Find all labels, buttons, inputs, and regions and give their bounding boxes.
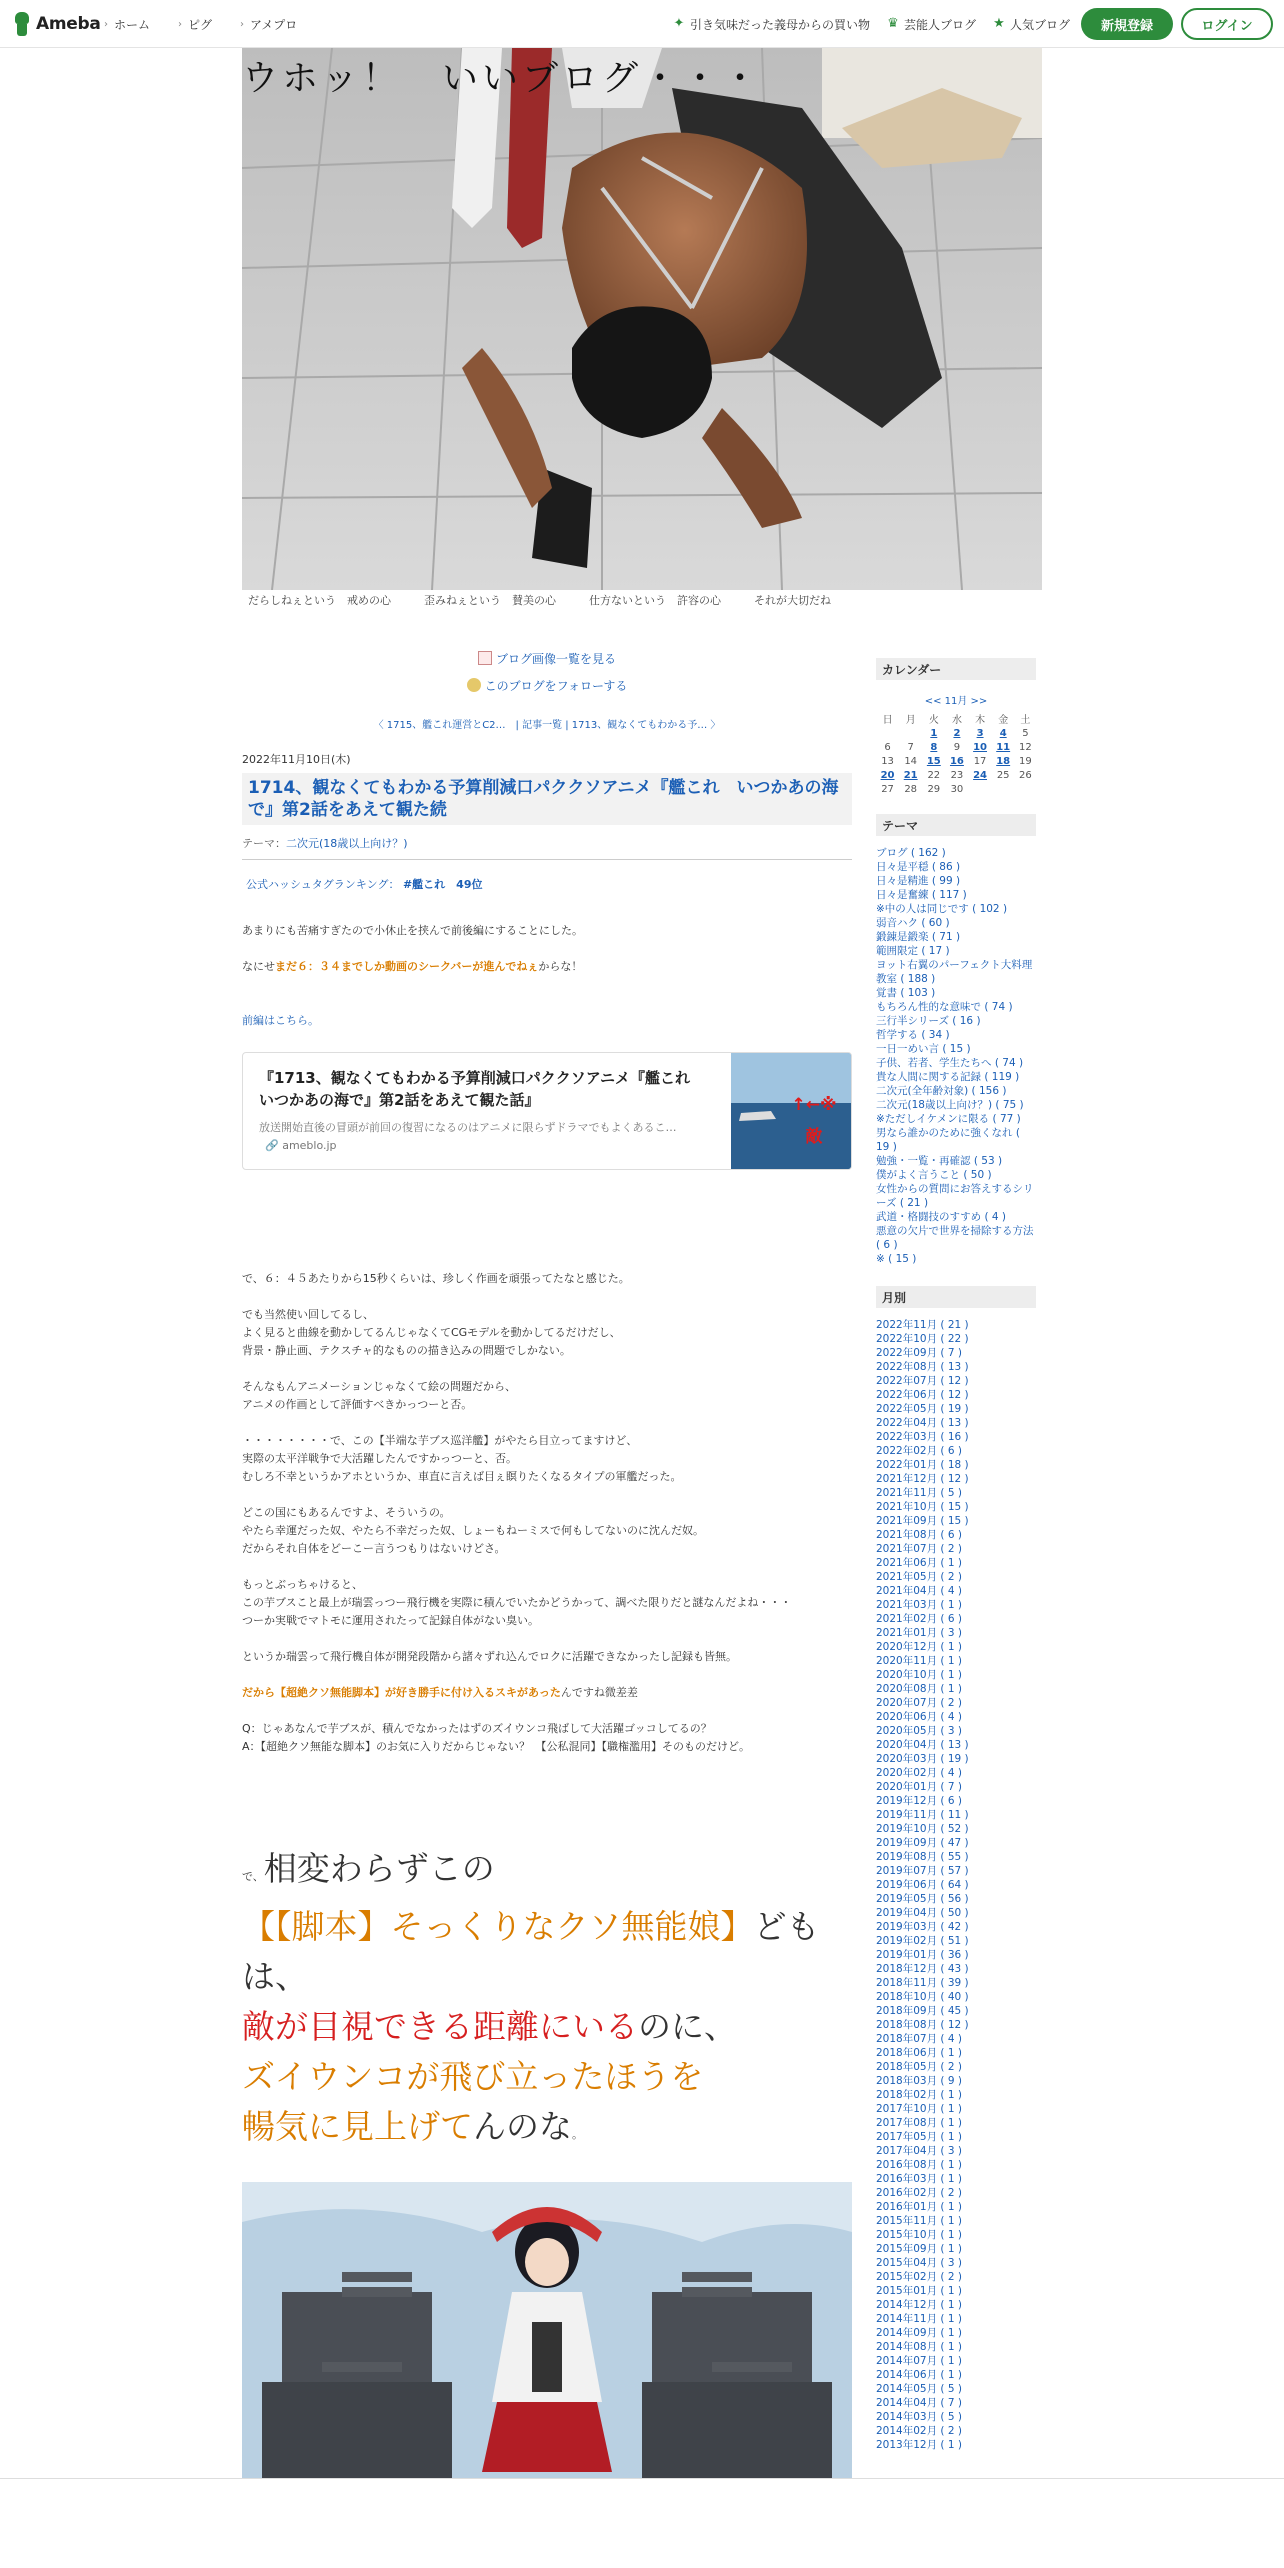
- calendar-nav[interactable]: << 11月 >>: [924, 696, 988, 707]
- image-icon: [478, 651, 492, 665]
- nav-amepro-label: アメプロ: [250, 17, 298, 32]
- month-archive-link[interactable]: 2019年07月 ( 57 ): [876, 1865, 969, 1877]
- month-archive-link[interactable]: 2021年11月 ( 5 ): [876, 1487, 962, 1499]
- month-archive-link[interactable]: 2021年01月 ( 3 ): [876, 1627, 962, 1639]
- calendar-day[interactable]: 24: [973, 769, 988, 781]
- calendar-day: [992, 782, 1015, 796]
- logo-text: Ameba: [36, 14, 101, 34]
- ameba-mark-icon: [12, 12, 32, 36]
- paragraph-6: ・・・・・・・・で、この【半端な芋ブス巡洋艦】がやたら目立ってますけど、 実際の太平洋戦争で大活躍したんですかっつーと、否。 むしろ不幸というかアホというか、車直に言えば目ぇ瞑りたくなるタイプの軍艦だった。: [242, 1434, 682, 1483]
- month-archive-link[interactable]: 2021年07月 ( 2 ): [876, 1543, 962, 1555]
- month-archive-link[interactable]: 2020年04月 ( 13 ): [876, 1739, 969, 1751]
- link-card-wrap: [242, 1052, 852, 1170]
- big-4: は、: [242, 1957, 308, 1996]
- theme-link[interactable]: 日々是平穏 ( 86 ): [876, 861, 961, 873]
- paragraph-7: どこの国にもあるんですよ、そういうの。 やたら幸運だった奴、やたら不幸だった奴、しょーもねーミスで何もしてないのに沈んだ奴。 だからそれ自体をどーこー言うつもりはないけどさ。: [242, 1506, 704, 1555]
- nav-home-label: ホーム: [114, 17, 151, 32]
- month-archive-link[interactable]: 2020年12月 ( 1 ): [876, 1641, 962, 1653]
- calendar-day: 17: [973, 755, 987, 767]
- calendar-day[interactable]: 4: [999, 727, 1007, 739]
- paragraph-8: もっとぶっちゃけると、 この芋ブスこと最上が瑞雲っつー飛行機を実際に積んでいたかどうかって、調べた限りだと謎なんだよね・・・ つーか実戦でマトモに運用されたって記録自体がない臭い。: [242, 1578, 792, 1627]
- month-archive-link[interactable]: 2018年11月 ( 39 ): [876, 1977, 969, 1989]
- link-card[interactable]: [242, 1052, 852, 1170]
- paragraph-5: そんなもんアニメーションじゃなくて絵の問題だから、 アニメの作画として評価すべきかっつーと否。: [242, 1380, 517, 1411]
- month-archive-link[interactable]: 2020年07月 ( 2 ): [876, 1697, 962, 1709]
- calendar-day[interactable]: 1: [930, 727, 938, 739]
- month-archive-link[interactable]: 2015年02月 ( 2 ): [876, 2271, 962, 2283]
- month-archive-link[interactable]: 2015年10月 ( 1 ): [876, 2229, 962, 2241]
- trending-link[interactable]: [672, 16, 870, 33]
- big-3: ども: [753, 1907, 820, 1946]
- theme-link[interactable]: ※ ( 15 ): [876, 1253, 917, 1265]
- chevron-right-icon: ›: [240, 18, 245, 30]
- big-6: のに、: [638, 2007, 737, 2046]
- month-archive-link[interactable]: 2016年02月 ( 2 ): [876, 2187, 962, 2199]
- calendar-day: 29: [927, 783, 941, 795]
- card-description: 放送開始直後の冒頭が前回の復習になるのはアニメに限らずドラマでもよくあるこ…: [259, 1121, 677, 1134]
- month-archive-link[interactable]: 2020年02月 ( 4 ): [876, 1767, 962, 1779]
- card-source-label: ameblo.jp: [282, 1139, 337, 1152]
- calendar-day[interactable]: 3: [976, 727, 984, 739]
- calendar-heading: カレンダー: [876, 658, 1036, 680]
- blog-tagline: だらしねぇという 戒めの心 歪みねぇという 賛美の心 仕方ないという 許容の心 それが大切だね: [248, 594, 831, 607]
- theme-label: テーマ：: [242, 837, 286, 850]
- month-archive-link[interactable]: 2021年04月 ( 4 ): [876, 1585, 962, 1597]
- month-archive-link[interactable]: 2019年03月 ( 42 ): [876, 1921, 969, 1933]
- theme-heading: テーマ: [876, 814, 1036, 836]
- month-archive-link[interactable]: 2015年09月 ( 1 ): [876, 2243, 962, 2255]
- p2-c: からな！: [538, 960, 583, 973]
- theme-link[interactable]: 勉強・一覧・再確認 ( 53 ): [876, 1155, 1003, 1167]
- p10-a: だから【超絶クソ無能脚本】が好き勝手に付け入るスキがあった: [242, 1686, 561, 1699]
- month-archive-link[interactable]: 2014年08月 ( 1 ): [876, 2341, 962, 2353]
- p2-a: なにせ: [242, 960, 275, 973]
- calendar-day: 26: [1019, 769, 1032, 781]
- calendar-day: 28: [904, 783, 918, 795]
- emphasis-block: [242, 1844, 852, 2160]
- popular-blog-label: 人気ブログ: [1009, 17, 1070, 32]
- month-archive-link[interactable]: 2020年06月 ( 4 ): [876, 1711, 962, 1723]
- month-archive-link[interactable]: 2017年10月 ( 1 ): [876, 2103, 962, 2115]
- calendar-day: 23: [950, 769, 964, 781]
- month-archive-link[interactable]: 2015年11月 ( 1 ): [876, 2215, 962, 2227]
- calendar-day: [969, 782, 992, 796]
- month-archive-link[interactable]: 2018年02月 ( 1 ): [876, 2089, 962, 2101]
- calendar-day[interactable]: 11: [996, 741, 1011, 753]
- paragraph-10: [242, 1684, 852, 1702]
- monthly-heading: 月別: [876, 1286, 1036, 1308]
- month-archive-link[interactable]: 2022年05月 ( 19 ): [876, 1403, 969, 1415]
- sparkle-icon: ✦: [673, 16, 685, 31]
- month-archive-link[interactable]: 2019年10月 ( 52 ): [876, 1823, 969, 1835]
- month-archive-link[interactable]: 2021年03月 ( 1 ): [876, 1599, 962, 1611]
- theme-link[interactable]: 二次元(18歳以上向け？): [286, 837, 408, 850]
- month-archive-link[interactable]: 2014年03月 ( 5 ): [876, 2411, 962, 2423]
- month-archive-link[interactable]: 2019年02月 ( 51 ): [876, 1935, 969, 1947]
- theme-link[interactable]: 覚書 ( 103 ): [876, 987, 936, 999]
- theme-link[interactable]: 三行半シリーズ ( 16 ): [876, 1015, 981, 1027]
- calendar-day: 9: [953, 741, 961, 753]
- calendar-day[interactable]: 10: [973, 741, 988, 753]
- ameba-logo[interactable]: [12, 11, 101, 37]
- month-archive-link[interactable]: 2021年05月 ( 2 ): [876, 1571, 962, 1583]
- month-archive-link[interactable]: 2022年03月 ( 16 ): [876, 1431, 969, 1443]
- trending-link-label: 引き気味だった義母からの買い物: [689, 17, 870, 32]
- theme-link[interactable]: 子供、若者、学生たちへ ( 74 ): [876, 1057, 1024, 1069]
- big-5: 敵が目視できる距離にいる: [242, 2007, 638, 2046]
- month-archive-link[interactable]: 2021年12月 ( 12 ): [876, 1473, 969, 1485]
- month-archive-link[interactable]: 2019年09月 ( 47 ): [876, 1837, 969, 1849]
- prev-part-link[interactable]: 前編はこちら。: [242, 1014, 319, 1027]
- link-icon: 🔗: [265, 1139, 279, 1152]
- theme-link[interactable]: 武道・格闘技のすすめ ( 4 ): [876, 1211, 1006, 1223]
- month-archive-link[interactable]: 2020年10月 ( 1 ): [876, 1669, 962, 1681]
- p2-b: まだ６：３４までしか動画のシークバーが進んでねぇ: [275, 960, 539, 973]
- paragraph-3: で、６：４５あたりから15秒くらいは、珍しく作画を頑張ってたなと感じた。: [242, 1272, 630, 1285]
- entry-pager[interactable]: 〈 1715、艦これ運営とC2… | 記事一覧 | 1713、観なくてもわかる予… 〉: [373, 720, 721, 731]
- theme-link[interactable]: 貴な人間に関する記録 ( 119 ): [876, 1071, 1020, 1083]
- calendar-day: 7: [907, 741, 914, 753]
- anime-screenshot[interactable]: [242, 2182, 852, 2494]
- month-archive-link[interactable]: 2021年06月 ( 1 ): [876, 1557, 962, 1569]
- chevron-right-icon: ›: [104, 18, 108, 30]
- theme-link[interactable]: 二次元(全年齢対象) ( 156 ): [876, 1085, 1007, 1097]
- month-archive-link[interactable]: 2017年05月 ( 1 ): [876, 2131, 962, 2143]
- card-thumbnail-overlay: ↑←※ 敵: [791, 1095, 837, 1147]
- calendar-table: [876, 711, 1036, 796]
- month-archive-link[interactable]: 2018年10月 ( 40 ): [876, 1991, 969, 2003]
- month-archive-link[interactable]: 2019年06月 ( 64 ): [876, 1879, 969, 1891]
- month-archive-link[interactable]: 2020年08月 ( 1 ): [876, 1683, 962, 1695]
- month-archive-link[interactable]: 2013年12月 ( 1 ): [876, 2439, 962, 2451]
- p10-b: んですね微差差: [560, 1686, 638, 1699]
- main-column: [242, 650, 852, 2494]
- big-8: 暢気に見上げて: [242, 2107, 473, 2146]
- calendar-week: [876, 740, 1036, 754]
- month-archive-link[interactable]: 2015年01月 ( 1 ): [876, 2285, 962, 2297]
- big-small: で、: [242, 1870, 264, 1883]
- month-archive-link[interactable]: 2019年05月 ( 56 ): [876, 1893, 969, 1905]
- big-1: 相変わらずこの: [263, 1849, 495, 1888]
- calendar-day[interactable]: 15: [926, 755, 941, 767]
- calendar-weekday: 火: [928, 715, 939, 726]
- calendar-day: [876, 726, 899, 740]
- calendar-day[interactable]: 16: [949, 755, 964, 767]
- card-title: 『1713、観なくてもわかる予算削減口パククソアニメ『艦これ いつかあの海で』第2話をあえて観た話』: [259, 1069, 706, 1109]
- calendar-day: [899, 726, 922, 740]
- card-thumbnail: [731, 1053, 851, 1170]
- month-archive-link[interactable]: 2014年02月 ( 2 ): [876, 2425, 962, 2437]
- hashtag-ranking: [242, 876, 852, 892]
- bottom-bar: [0, 2478, 1284, 2568]
- theme-link[interactable]: 弱音ハク ( 60 ): [876, 917, 950, 929]
- big-10: 。: [572, 2128, 583, 2141]
- theme-link[interactable]: 女性からの質問にお答えするシリーズ ( 21 ): [876, 1183, 1034, 1209]
- calendar-day: 5: [1022, 727, 1029, 739]
- image-list-label: ブログ画像一覧を見る: [495, 652, 616, 666]
- month-archive-link[interactable]: 2022年01月 ( 18 ): [876, 1459, 969, 1471]
- card-source: [265, 1139, 337, 1152]
- calendar-day[interactable]: 20: [880, 769, 895, 781]
- month-archive-link[interactable]: 2022年02月 ( 6 ): [876, 1445, 962, 1457]
- entry-date: 2022年11月10日(木): [242, 753, 351, 766]
- calendar-day: 19: [1019, 755, 1032, 767]
- month-archive-link[interactable]: 2021年09月 ( 15 ): [876, 1515, 969, 1527]
- theme-link[interactable]: 僕がよく言うこと ( 50 ): [876, 1169, 992, 1181]
- celebrity-blog-label: 芸能人ブログ: [903, 17, 976, 32]
- calendar-day: 12: [1019, 741, 1032, 753]
- month-archive-link[interactable]: 2016年08月 ( 1 ): [876, 2159, 962, 2171]
- calendar-day[interactable]: 18: [996, 755, 1011, 767]
- month-archive-link[interactable]: 2014年06月 ( 1 ): [876, 2369, 962, 2381]
- month-archive-link[interactable]: 2019年12月 ( 6 ): [876, 1795, 962, 1807]
- calendar-day: 22: [927, 769, 941, 781]
- popular-blog-link[interactable]: [992, 16, 1070, 33]
- calendar-day: 13: [881, 755, 894, 767]
- month-archive-link[interactable]: 2019年08月 ( 55 ): [876, 1851, 969, 1863]
- calendar-week: [876, 726, 1036, 740]
- theme-link[interactable]: ※ただしイケメンに限る ( 77 ): [876, 1113, 1021, 1125]
- theme-link[interactable]: ブログ ( 162 ): [876, 847, 946, 859]
- calendar-week: [876, 782, 1036, 796]
- calendar-day[interactable]: 8: [930, 741, 938, 753]
- celebrity-blog-link[interactable]: [886, 16, 976, 33]
- anime-image-wrap: [242, 2182, 852, 2494]
- star-icon: ★: [993, 16, 1005, 31]
- crown-icon: ♛: [887, 16, 899, 31]
- month-archive-link[interactable]: 2016年01月 ( 1 ): [876, 2201, 962, 2213]
- calendar-weekday: 日: [882, 715, 893, 726]
- calendar-weekdays: [876, 711, 1036, 726]
- month-archive-link[interactable]: 2017年08月 ( 1 ): [876, 2117, 962, 2129]
- chevron-right-icon: ›: [178, 18, 183, 30]
- calendar-day[interactable]: 2: [953, 727, 961, 739]
- paragraph-1: あまりにも苦痛すぎたので小休止を挟んで前後編にすることにした。: [242, 924, 583, 937]
- month-archive-link[interactable]: 2018年03月 ( 9 ): [876, 2075, 962, 2087]
- top-links: [656, 0, 1070, 48]
- nav-pigg-label: ピグ: [188, 17, 213, 32]
- month-archive-link[interactable]: 2019年01月 ( 36 ): [876, 1949, 969, 1961]
- monthly-archive-list: [876, 1318, 1036, 2452]
- theme-link[interactable]: 一日一めい言 ( 15 ): [876, 1043, 971, 1055]
- calendar-week: [876, 754, 1036, 768]
- month-archive-link[interactable]: 2022年07月 ( 12 ): [876, 1375, 969, 1387]
- month-archive-link[interactable]: 2021年02月 ( 6 ): [876, 1613, 962, 1625]
- calendar-weekday: 月: [905, 715, 916, 726]
- paragraph-4: でも当然使い回してるし、 よく見ると曲線を動かしてるんじゃなくてCGモデルを動かしてるだけだし、 背景・静止画、テクスチャ的なものの描き込みの問題でしかない。: [242, 1308, 621, 1357]
- month-archive-link[interactable]: 2022年10月 ( 22 ): [876, 1333, 969, 1345]
- nav-home[interactable]: [104, 16, 150, 33]
- month-archive-link[interactable]: 2016年03月 ( 1 ): [876, 2173, 962, 2185]
- month-archive-link[interactable]: 2014年09月 ( 1 ): [876, 2327, 962, 2339]
- calendar-day: [1015, 782, 1036, 796]
- theme-link[interactable]: もちろん性的な意味で ( 74 ): [876, 1001, 1013, 1013]
- month-archive-link[interactable]: 2019年11月 ( 11 ): [876, 1809, 969, 1821]
- sidebar: [876, 658, 1036, 2452]
- blog-title[interactable]: ウホッ！ いいブログ・・・: [242, 58, 763, 99]
- theme-link[interactable]: 日々是精進 ( 99 ): [876, 875, 961, 887]
- signup-button[interactable]: 新規登録: [1081, 8, 1173, 40]
- month-archive-link[interactable]: 2020年11月 ( 1 ): [876, 1655, 962, 1667]
- follow-label: このブログをフォローする: [484, 679, 628, 693]
- paragraph-2: [242, 958, 852, 976]
- month-archive-link[interactable]: 2015年04月 ( 3 ): [876, 2257, 962, 2269]
- blog-header-image[interactable]: [242, 48, 1042, 590]
- nav-pigg[interactable]: [178, 16, 212, 33]
- theme-link[interactable]: 日々是奮練 ( 117 ): [876, 889, 967, 901]
- big-2: 【【脚本】そっくりなクソ無能娘】: [242, 1907, 754, 1946]
- hashtag-link[interactable]: #艦これ 49位: [402, 878, 483, 891]
- month-archive-link[interactable]: 2014年05月 ( 5 ): [876, 2383, 962, 2395]
- month-archive-link[interactable]: 2022年04月 ( 13 ): [876, 1417, 969, 1429]
- month-archive-link[interactable]: 2022年11月 ( 21 ): [876, 1319, 969, 1331]
- theme-link[interactable]: 男なら誰かのために強くなれ ( 19 ): [876, 1127, 1020, 1153]
- calendar-day: 14: [904, 755, 918, 767]
- month-archive-link[interactable]: 2021年10月 ( 15 ): [876, 1501, 969, 1513]
- calendar-day: 6: [884, 741, 891, 753]
- month-archive-link[interactable]: 2014年07月 ( 1 ): [876, 2355, 962, 2367]
- theme-link[interactable]: ヨット右翼のパーフェクト大料理教室 ( 188 ): [876, 959, 1033, 985]
- calendar-day: 30: [950, 783, 964, 795]
- month-archive-link[interactable]: 2018年05月 ( 2 ): [876, 2061, 962, 2073]
- theme-link[interactable]: 哲学する ( 34 ): [876, 1029, 950, 1041]
- paragraph-9: というか瑞雲って飛行機自体が開発段階から諸々ずれ込んでロクに活躍できなかったし記録も皆無。: [242, 1650, 737, 1663]
- month-archive-link[interactable]: 2014年04月 ( 7 ): [876, 2397, 962, 2409]
- hashtag-label: 公式ハッシュタグランキング：: [246, 878, 400, 891]
- theme-list: [876, 846, 1036, 1266]
- month-archive-link[interactable]: 2020年05月 ( 3 ): [876, 1725, 962, 1737]
- calendar-day: 25: [996, 769, 1010, 781]
- month-archive-link[interactable]: 2018年08月 ( 12 ): [876, 2019, 969, 2031]
- top-bar: [0, 0, 1284, 48]
- month-archive-link[interactable]: 2017年04月 ( 3 ): [876, 2145, 962, 2157]
- theme-link[interactable]: ※中の人は同じです ( 102 ): [876, 903, 1008, 915]
- paragraph-11: Q：じゃあなんで芋ブスが、積んでなかったはずのズイウンコ飛ばして大活躍ゴッコしてるの？ A：【超絶クソ無能な脚本】のお気に入りだからじゃない？ 【公私混同】【職権濫用】そのものだけど。: [242, 1722, 751, 1753]
- top-nav: [104, 0, 325, 48]
- month-archive-link[interactable]: 2014年12月 ( 1 ): [876, 2299, 962, 2311]
- nav-amepro[interactable]: [240, 16, 297, 33]
- login-button[interactable]: ログイン: [1181, 8, 1273, 40]
- follow-link[interactable]: [242, 677, 852, 694]
- theme-link[interactable]: 二次元(18歳以上向け？) ( 75 ): [876, 1099, 1024, 1111]
- month-archive-link[interactable]: 2018年12月 ( 43 ): [876, 1963, 969, 1975]
- month-archive-link[interactable]: 2018年06月 ( 1 ): [876, 2047, 962, 2059]
- month-archive-link[interactable]: 2022年06月 ( 12 ): [876, 1389, 969, 1401]
- month-archive-link[interactable]: 2021年08月 ( 6 ): [876, 1529, 962, 1541]
- calendar-weekday: 土: [1020, 715, 1031, 726]
- calendar-weekday: 金: [998, 715, 1009, 726]
- month-archive-link[interactable]: 2018年09月 ( 45 ): [876, 2005, 969, 2017]
- header-photo: [242, 48, 1042, 590]
- calendar-day[interactable]: 21: [903, 769, 918, 781]
- blog-actions: [242, 650, 852, 694]
- entry-title[interactable]: 1714、観なくてもわかる予算削減口パククソアニメ『艦これ いつかあの海で』第2話をあえて観た続: [242, 773, 852, 825]
- month-archive-link[interactable]: 2022年09月 ( 7 ): [876, 1347, 962, 1359]
- theme-link[interactable]: 悪意の欠片で世界を掃除する方法 ( 6 ): [876, 1225, 1034, 1251]
- month-archive-link[interactable]: 2019年04月 ( 50 ): [876, 1907, 969, 1919]
- entry-theme: [242, 835, 852, 860]
- month-archive-link[interactable]: 2020年01月 ( 7 ): [876, 1781, 962, 1793]
- month-archive-link[interactable]: 2020年03月 ( 19 ): [876, 1753, 969, 1765]
- month-archive-link[interactable]: 2018年07月 ( 4 ): [876, 2033, 962, 2045]
- month-archive-link[interactable]: 2022年08月 ( 13 ): [876, 1361, 969, 1373]
- image-list-link[interactable]: [242, 650, 852, 667]
- theme-link[interactable]: 範囲限定 ( 17 ): [876, 945, 950, 957]
- calendar-day: 27: [881, 783, 894, 795]
- calendar-week: [876, 768, 1036, 782]
- theme-link[interactable]: 鍛錬是鍛楽 ( 71 ): [876, 931, 961, 943]
- follow-icon: [467, 678, 481, 692]
- calendar-weekday: 水: [951, 715, 962, 726]
- month-archive-link[interactable]: 2014年11月 ( 1 ): [876, 2313, 962, 2325]
- calendar-weekday: 木: [975, 715, 986, 726]
- big-7: ズイウンコが飛び立ったほうを: [242, 2057, 704, 2096]
- big-9: んのな: [473, 2107, 572, 2146]
